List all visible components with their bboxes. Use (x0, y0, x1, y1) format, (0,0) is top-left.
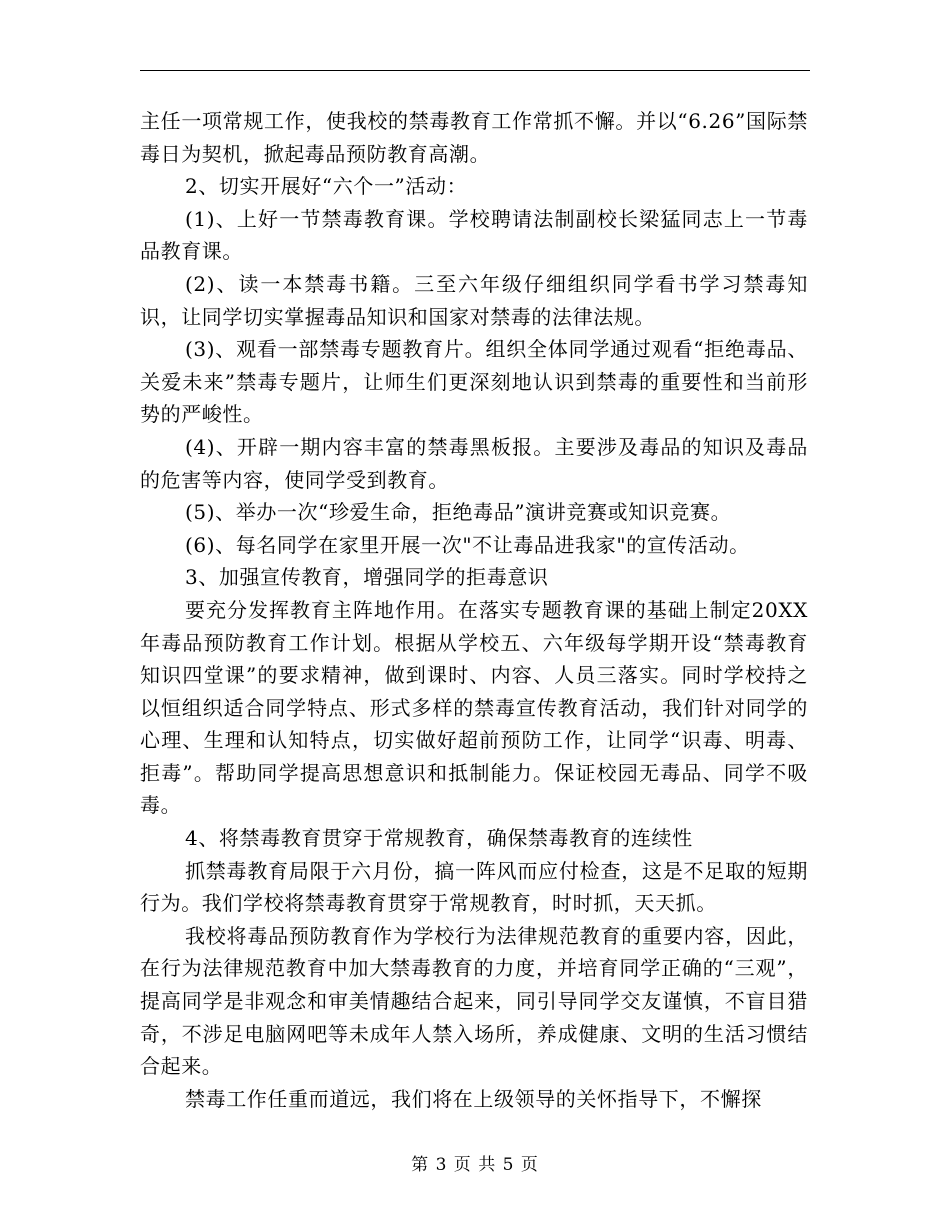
paragraph: 禁毒工作任重而道远，我们将在上级领导的关怀指导下，不懈探 (185, 1086, 762, 1111)
list-item: (1)、上好一节禁毒教育课。学校聘请法制副校长梁猛同志上一节毒品教育课。 (140, 206, 808, 264)
list-item: (2)、读一本禁毒书籍。三至六年级仔细组织同学看书学习禁毒知识，让同学切实掌握毒品知识和国家对禁毒的法律法规。 (140, 271, 808, 329)
paragraph: 我校将毒品预防教育作为学校行为法律规范教育的重要内容，因此，在行为法律规范教育中加大禁毒教育的力度，并培育同学正确的“三观”，提高同学是非观念和审美情趣结合起来，同引导同学交友谨慎，不盲目猎奇，不涉足电脑网吧等未成年人禁入场所，养成健康、文明的生活习惯结合起来。 (140, 923, 808, 1079)
paragraph: 要充分发挥教育主阵地作用。在落实专题教育课的基础上制定20XX年毒品预防教育工作计划。根据从学校五、六年级每学期开设“禁毒教育知识四堂课”的要求精神，做到课时、内容、人员三落实。同时学校持之以恒组织适合同学特点、形式多样的禁毒宣传教育活动，我们针对同学的心理、生理和认知特点，切实做好超前预防工作，让同学“识毒、明毒、拒毒”。帮助同学提高思想意识和抵制能力。保证校园无毒品、同学不吸毒。 (140, 597, 808, 818)
paragraph: 抓禁毒教育局限于六月份，搞一阵风而应付检查，这是不足取的短期行为。我们学校将禁毒教育贯穿于常规教育，时时抓，天天抓。 (140, 858, 808, 916)
list-item: (6)、每名同学在家里开展一次"不让毒品进我家"的宣传活动。 (185, 532, 750, 557)
section-heading: 2、切实开展好“六个一”活动： (185, 174, 468, 199)
paragraph: 主任一项常规工作，使我校的禁毒教育工作常抓不懈。并以“6.26”国际禁毒日为契机，掀起毒品预防教育高潮。 (140, 109, 808, 166)
list-item: (5)、举办一次“珍爱生命，拒绝毒品”演讲竞赛或知识竞赛。 (185, 500, 732, 525)
header-rule (140, 70, 810, 71)
body-text (140, 105, 808, 1115)
list-item: (3)、观看一部禁毒专题教育片。组织全体同学通过观看“拒绝毒品、关爱未来”禁毒专题片，让师生们更深刻地认识到禁毒的重要性和当前形势的严峻性。 (140, 337, 808, 427)
page-footer (0, 1153, 950, 1177)
section-heading: 3、加强宣传教育，增强同学的拒毒意识 (185, 565, 549, 590)
list-item: (4)、开辟一期内容丰富的禁毒黑板报。主要涉及毒品的知识及毒品的危害等内容，使同学受到教育。 (140, 434, 808, 492)
page-number-label: 第 3 页 共 5 页 (411, 1155, 539, 1175)
section-heading: 4、将禁毒教育贯穿于常规教育，确保禁毒教育的连续性 (185, 826, 693, 851)
